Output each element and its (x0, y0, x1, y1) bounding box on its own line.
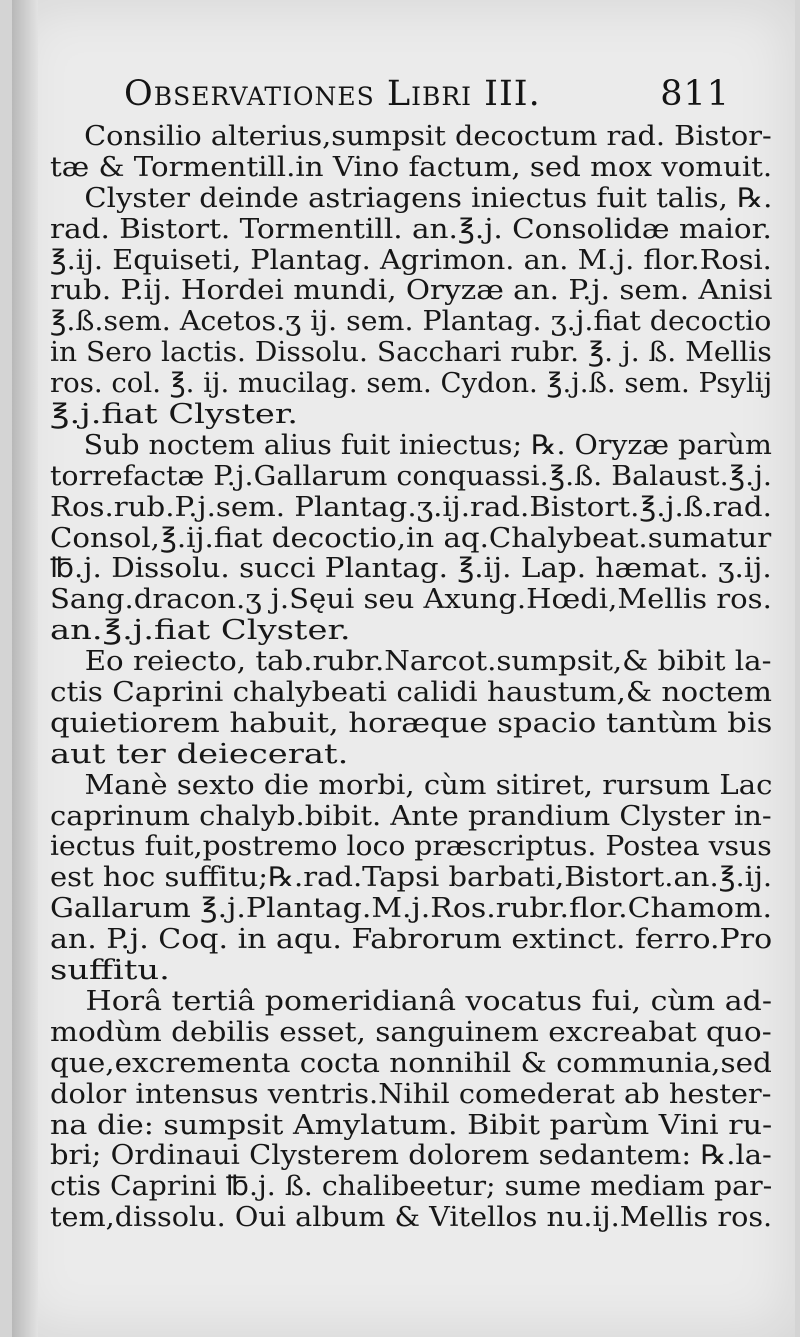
text-line: torrefactæ P.j.Gallarum conquassi.℥.ß. Balaust.℥.j. (50, 460, 772, 492)
text-line: an. P.j. Coq. in aqu. Fabrorum extinct. ferro.Pro (50, 924, 773, 956)
text-body (50, 121, 773, 1234)
book-page (12, 0, 795, 1337)
text-line: Clyster deinde astriagens iniectus fuit talis, ℞. (84, 182, 773, 214)
text-line: ℥.j.fiat Clyster. (50, 399, 299, 431)
text-line: Sub noctem alius fuit iniectus; ℞. Oryzæ parùm (83, 429, 772, 461)
text-line: ctis Caprini ℔.j. ß. chalibeetur; sume mediam par- (50, 1171, 773, 1203)
page-number: 811 (660, 74, 730, 114)
text-line: ℔.j. Dissolu. succi Plantag. ℥.ij. Lap. hæmat. ʒ.ij. (50, 553, 772, 585)
text-line: tæ & Tormentill.in Vino factum, sed mox vomuit. (50, 151, 773, 183)
text-line: in Sero lactis. Dissolu. Sacchari rubr. ℥. j. ß. Mellis (50, 337, 772, 369)
text-line: rad. Bistort. Tormentill. an.℥.j. Consolidæ maior. (50, 213, 772, 245)
text-line: suffitu. (50, 955, 170, 987)
text-line: Gallarum ℥.j.Plantag.M.j.Ros.rubr.flor.Chamom. (50, 893, 773, 925)
text-line: quietiorem habuit, horæque spacio tantùm bis (50, 707, 773, 739)
text-line: Eo reiecto, tab.rubr.Narcot.sumpsit,& bibit la- (84, 646, 772, 678)
text-line: caprinum chalyb.bibit. Ante prandium Clyster in- (50, 800, 772, 832)
text-line: Consilio alterius,sumpsit decoctum rad. Bistor- (84, 121, 772, 152)
text-line: Consol,℥.ij.fiat decoctio,in aq.Chalybeat.sumatur (50, 522, 772, 554)
text-line: ℥.ij. Equiseti, Plantag. Agrimon. an. M.j. flor.Rosi. (50, 244, 772, 276)
text-line: na die: sumpsit Amylatum. Bibit parùm Vini ru- (50, 1109, 773, 1141)
text-line: Ros.rub.P.j.sem. Plantag.ʒ.ij.rad.Bistort.℥.j.ß.rad. (50, 491, 772, 523)
text-line: bri; Ordinaui Clysterem dolorem sedantem: ℞.la- (50, 1140, 772, 1172)
text-line: ros. col. ℥. ij. mucilag. sem. Cydon. ℥.j.ß. sem. Psylij (50, 368, 773, 400)
text-line: aut ter deiecerat. (50, 738, 349, 770)
text-line: an.℥.j.fiat Clyster. (50, 615, 351, 647)
text-line: iectus fuit,postremo loco præscriptus. Postea vsus (50, 831, 772, 863)
text-line: est hoc suffitu;℞.rad.Tapsi barbati,Bistort.an.℥.ij. (50, 862, 773, 894)
text-line: ctis Caprini chalybeati calidi haustum,& noctem (50, 677, 772, 709)
text-line: dolor intensus ventris.Nihil comederat ab hester- (50, 1078, 772, 1110)
text-line: rub. P.ij. Hordei mundi, Oryzæ an. P.j. sem. Anisi (50, 275, 773, 307)
text-line: Horâ tertiâ pomeridianâ vocatus fui, cùm ad- (85, 985, 772, 1017)
text-line: Sang.dracon.ʒ j.Sęui seu Axung.Hœdi,Mellis ros. (50, 584, 772, 616)
running-header (124, 74, 730, 122)
text-line: tem,dissolu. Oui album & Vitellos nu.ij.Mellis ros. (50, 1202, 773, 1234)
text-line: modùm debilis esset, sanguinem excreabat quo- (50, 1016, 772, 1048)
text-line: Manè sexto die morbi, cùm sitiret, rursum Lac (84, 769, 773, 801)
text-line: que,excrementa cocta nonnihil & communia,sed (50, 1047, 772, 1079)
page-gutter-shadow (12, 0, 38, 1337)
running-title: Observationes Libri III. (124, 74, 541, 114)
text-line: ℥.ß.sem. Acetos.ʒ ij. sem. Plantag. ʒ.j.fiat decoctio (50, 306, 772, 338)
